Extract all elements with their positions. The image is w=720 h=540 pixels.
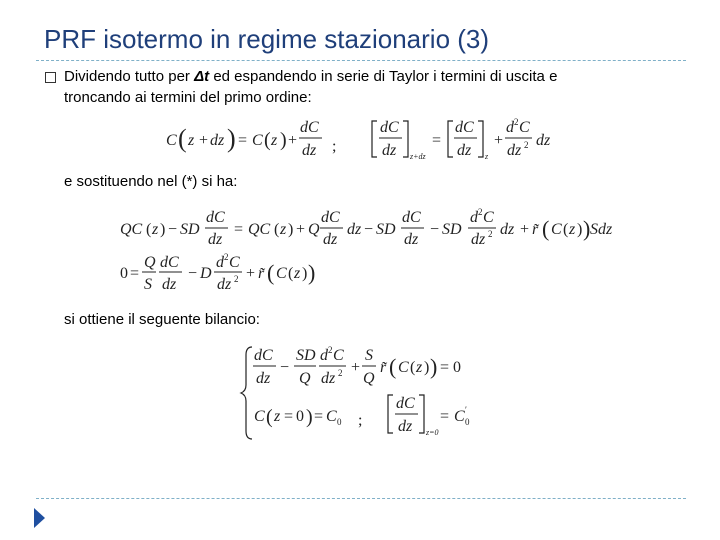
svg-text:dz: dz <box>471 231 486 248</box>
svg-text:dz: dz <box>347 221 362 238</box>
svg-text:SD: SD <box>180 221 200 238</box>
footer-divider <box>36 498 686 499</box>
svg-text:=: = <box>284 408 294 425</box>
svg-text:−: − <box>280 359 290 376</box>
svg-text:Q: Q <box>299 370 311 387</box>
svg-text:dC: dC <box>254 347 273 364</box>
svg-text:): ) <box>424 359 430 376</box>
svg-text:): ) <box>430 354 438 379</box>
svg-text:=: = <box>440 359 450 376</box>
svg-text:+: + <box>246 265 256 282</box>
svg-text:2: 2 <box>478 207 483 217</box>
svg-text:2: 2 <box>488 229 493 239</box>
play-triangle-icon[interactable] <box>34 508 45 528</box>
svg-text:d: d <box>506 119 514 136</box>
svg-text:=: = <box>234 221 244 238</box>
svg-text:+: + <box>288 132 298 149</box>
svg-text:Sdz: Sdz <box>590 221 613 238</box>
svg-text:): ) <box>306 406 313 428</box>
svg-text:z+dz: z+dz <box>410 152 426 161</box>
svg-text:z: z <box>569 221 576 238</box>
svg-text:C: C <box>551 221 562 238</box>
svg-text:(: ( <box>288 265 294 282</box>
svg-text:2: 2 <box>524 140 529 150</box>
svg-text:−: − <box>430 221 440 238</box>
svg-text:C: C <box>398 359 409 376</box>
svg-text:dC: dC <box>455 119 474 136</box>
paragraph-text: Dividendo tutto per <box>64 68 195 85</box>
svg-text:(: ( <box>563 221 569 238</box>
svg-text:2: 2 <box>234 274 239 284</box>
delta-t: Δt <box>194 68 210 85</box>
svg-text:C: C <box>254 408 265 425</box>
svg-text:−: − <box>188 265 198 282</box>
svg-text:(: ( <box>264 129 271 151</box>
svg-text:C: C <box>166 132 177 149</box>
svg-text:z=0: z=0 <box>426 428 439 437</box>
svg-text:dz: dz <box>500 221 515 238</box>
svg-text:dC: dC <box>396 395 415 412</box>
svg-text:2: 2 <box>338 368 343 378</box>
svg-text:C: C <box>276 265 287 282</box>
svg-text:2: 2 <box>514 117 519 127</box>
svg-text:(: ( <box>266 406 273 428</box>
svg-text:r̃: r̃ <box>380 359 387 376</box>
svg-text:S: S <box>365 347 373 364</box>
svg-text:+: + <box>494 132 504 149</box>
svg-text:dz: dz <box>382 142 397 159</box>
svg-text:C: C <box>454 408 465 425</box>
svg-text:C: C <box>229 254 240 271</box>
svg-text:): ) <box>288 221 294 238</box>
svg-text:dz: dz <box>404 231 419 248</box>
svg-text:+: + <box>296 221 306 238</box>
svg-text:dz: dz <box>210 132 225 149</box>
svg-text:dC: dC <box>380 119 399 136</box>
paragraph-balance: si ottiene il seguente bilancio: <box>64 311 260 328</box>
svg-text:C: C <box>252 132 263 149</box>
svg-text:(: ( <box>410 359 416 376</box>
svg-text:dz: dz <box>507 142 522 159</box>
svg-text:Q: Q <box>363 370 375 387</box>
svg-text:0: 0 <box>465 417 470 427</box>
svg-text:+: + <box>199 132 209 149</box>
paragraph-taylor <box>64 66 557 108</box>
svg-text:0: 0 <box>337 417 342 427</box>
svg-text:(: ( <box>274 221 280 238</box>
svg-text:0: 0 <box>453 359 461 376</box>
svg-text:d: d <box>216 254 224 271</box>
svg-text:0: 0 <box>296 408 304 425</box>
svg-text:(: ( <box>542 216 550 241</box>
svg-text:C: C <box>333 347 344 364</box>
svg-text:dz: dz <box>217 276 232 293</box>
svg-text:′: ′ <box>465 405 467 415</box>
svg-text:dz: dz <box>536 132 551 149</box>
svg-text:+: + <box>520 221 530 238</box>
svg-text:d: d <box>320 347 328 364</box>
svg-text:QC: QC <box>120 221 143 238</box>
svg-text:): ) <box>308 260 316 285</box>
svg-text:=: = <box>432 132 442 149</box>
svg-text:): ) <box>302 265 308 282</box>
svg-text:+: + <box>351 359 361 376</box>
svg-text:C: C <box>519 119 530 136</box>
svg-text:): ) <box>280 129 287 151</box>
svg-text:r̃: r̃ <box>258 265 265 282</box>
taylor-equation <box>160 115 560 165</box>
paragraph-text: ed espandendo in serie di Taylor i termini di uscita e <box>209 68 558 85</box>
svg-text:dz: dz <box>256 370 271 387</box>
svg-text:): ) <box>160 221 166 238</box>
balance-equation-system <box>240 343 490 443</box>
svg-text:(: ( <box>267 260 275 285</box>
svg-text:z: z <box>294 265 301 282</box>
svg-text:C: C <box>483 209 494 226</box>
svg-text:dC: dC <box>321 209 340 226</box>
svg-text:): ) <box>583 216 591 241</box>
svg-text:dC: dC <box>160 254 179 271</box>
svg-text:z: z <box>416 359 423 376</box>
square-bullet-icon <box>45 72 56 83</box>
svg-text:dz: dz <box>162 276 177 293</box>
svg-text:QC: QC <box>248 221 271 238</box>
svg-text:(: ( <box>178 124 187 153</box>
svg-text:z: z <box>280 221 287 238</box>
svg-text:r̃: r̃ <box>532 221 539 238</box>
svg-text:dz: dz <box>321 370 336 387</box>
svg-text:2: 2 <box>328 345 333 355</box>
svg-text:dz: dz <box>457 142 472 159</box>
svg-text:−: − <box>168 221 178 238</box>
svg-text:dC: dC <box>402 209 421 226</box>
svg-text:z: z <box>271 132 278 149</box>
svg-text:2: 2 <box>224 252 229 262</box>
svg-text:=: = <box>314 408 324 425</box>
svg-text:): ) <box>227 124 236 153</box>
svg-text:d: d <box>470 209 478 226</box>
svg-text:−: − <box>364 221 374 238</box>
svg-text:dz: dz <box>323 231 338 248</box>
svg-text:S: S <box>144 276 152 293</box>
svg-text:SD: SD <box>376 221 396 238</box>
svg-text:z: z <box>485 152 489 161</box>
svg-text:;: ; <box>332 138 337 155</box>
svg-text:dz: dz <box>208 231 223 248</box>
svg-text:Q: Q <box>308 221 320 238</box>
paragraph-text: troncando ai termini del primo ordine: <box>64 89 312 106</box>
svg-text:0: 0 <box>120 265 128 282</box>
svg-text:(: ( <box>146 221 152 238</box>
svg-text:C: C <box>326 408 337 425</box>
svg-text:D: D <box>200 265 212 282</box>
svg-text:Q: Q <box>144 254 156 271</box>
paragraph-substitution: e sostituendo nel (*) si ha: <box>64 173 238 190</box>
svg-text:=: = <box>238 132 248 149</box>
svg-text:z: z <box>152 221 159 238</box>
svg-text:=: = <box>440 408 450 425</box>
svg-text:SD: SD <box>442 221 462 238</box>
page-title: PRF isotermo in regime stazionario (3) <box>44 24 490 54</box>
substitution-equation-2 <box>118 252 318 297</box>
svg-text:dz: dz <box>302 142 317 159</box>
svg-text:z: z <box>188 132 195 149</box>
svg-text:dC: dC <box>206 209 225 226</box>
svg-text:dC: dC <box>300 119 319 136</box>
svg-text:dz: dz <box>398 418 413 435</box>
svg-text:;: ; <box>358 412 363 429</box>
svg-text:z: z <box>274 408 281 425</box>
svg-text:=: = <box>130 265 140 282</box>
svg-text:): ) <box>577 221 583 238</box>
substitution-equation-1 <box>118 205 613 253</box>
svg-text:SD: SD <box>296 347 316 364</box>
svg-text:(: ( <box>389 354 397 379</box>
title-divider <box>36 60 686 61</box>
